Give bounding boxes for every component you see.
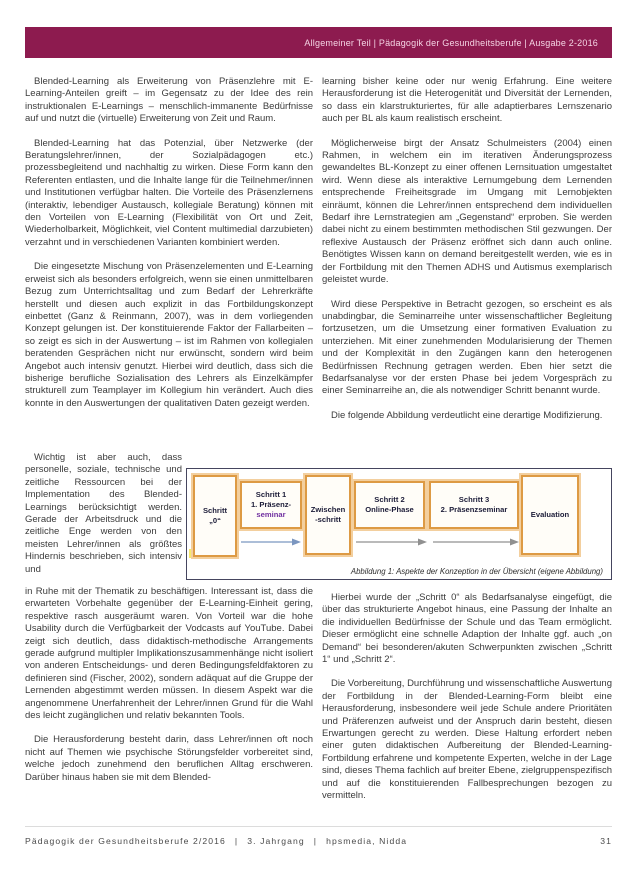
- paragraph-left-3: Die eingesetzte Mischung von Präsenzelementen und E-Learning erweist sich als besonders erfolgreich, wenn sie einen unmittelbaren Bezug zum Unterrichtsalltag und zum Bedarf der Lehrerkräfte herstellt und diesen auch explizit in das Fortbildungskonzept einbettet (Ganz & Reinmann, 2007), was in dem vorliegenden Konzept gelungen ist. Der konstituierende Faktor der Fallarbeiten – so zeigt es sich in der Auswertung – ist im Rahmen von kollegialen beratenden Gesprächen nicht nur erwünscht, sondern wird beim Angebot auch intensiv genutzt. Hierbei wird deutlich, dass sich die bisherige berufliche Sozialisation des Lehrers als Einzelkämpfer strukturell zum Teamplayer im Kollegium hin verändert. Auch dies konnte in den Auswertungen der qualitativen Daten gezeigt werden.: [25, 261, 313, 409]
- page-number: 31: [600, 836, 612, 846]
- figure-box-evaluation: [521, 475, 579, 555]
- right-column-top: [322, 76, 612, 434]
- figure-box-schritt-2: [354, 481, 425, 529]
- footer-volume: 3. Jahrgang: [247, 836, 305, 846]
- box-label-line: Evaluation: [530, 510, 570, 520]
- figure-caption: Abbildung 1: Aspekte der Konzeption in der Übersicht (eigene Abbildung): [350, 567, 603, 576]
- paragraph-right-6: Die Vorbereitung, Durchführung und wissenschaftliche Auswertung der Fortbildung in der Blended-Learning-Form bleibt eine Herausforderung, insbesondere weil jede Schule andere Prioritäten und Präferenzen aufweist und der Anspruch darin besteht, diesen Erwartungen gerecht zu werden. Diese Haltung erfordert neben einer guten didaktischen Aufbereitung der Blended-Learning-Fortbildung erfahrene und kompetente Experten, welche in der Lage sind, dieses Thema fachlich auf breiter Ebene, zielgruppenspezifisch und auf die konstituierenden Fallbesprechungen bezogen zu vermitteln.: [322, 678, 612, 802]
- figure-box-zwischenschritt: [305, 475, 351, 555]
- box-label-line: Online-Phase: [365, 505, 414, 514]
- box-label-line: Zwischen: [310, 505, 346, 515]
- box-label-line: 2. Präsenzseminar: [440, 505, 508, 514]
- flow-arrow-2-head: [418, 539, 427, 546]
- paragraph-left-4: Wichtig ist aber auch, dass personelle, soziale, technische und zeitliche Ressourcen bei der Implementation des Blended-Learnings berücksichtigt werden. Gerade der Arbeitsdruck und die zeitliche Enge werden von den meisten Lehrer/innen als größtes Hindernis beschrieben, sich intensiv und: [25, 452, 182, 575]
- left-column-top: [25, 76, 313, 422]
- left-column-bottom: [25, 586, 313, 796]
- box-label-line: „0“: [209, 516, 221, 525]
- footer-journal: Pädagogik der Gesundheitsberufe 2/2016: [25, 836, 226, 846]
- concept-figure: [186, 468, 612, 580]
- box-label-line: Schritt: [202, 506, 228, 516]
- header-bar: [25, 27, 612, 58]
- figure-box-schritt-3: [429, 481, 519, 529]
- box-label-line: 1. Präsenz-: [250, 500, 292, 510]
- footer-separator: |: [234, 836, 239, 846]
- left-column-beside-figure: [25, 452, 182, 588]
- footer: [25, 826, 612, 846]
- box-label-line: Schritt 1: [255, 490, 287, 500]
- footer-publisher: hpsmedia, Nidda: [326, 836, 408, 846]
- box-label-line: Schritt 3: [458, 495, 490, 505]
- right-column-bottom: [322, 592, 612, 815]
- figure-box-schritt-1: [240, 481, 302, 529]
- box-label-line: -schritt: [315, 515, 341, 524]
- paragraph-right-2: Möglicherweise birgt der Ansatz Schulmeisters (2004) einen Rahmen, in welchem ein im iterativen Änderungsprozess gewandeltes BL-Konzept zu einer offenen Lernsituation umgestaltet wird. Wenn diese als interaktive Lernumgebung dem Lernenden entsprechende Freiheitsgrade im Umgang mit Lernobjekten einräumt, können die Lehrer/innen entsprechend dem individuellen Bedarf ihre Lernstrategien am „Gegenstand“ erproben. Sie werden dabei nicht zu einem bestimmten methodischen Stil gezwungen. Der reflexive Austausch der Präsenz eröffnet sich dann auch online. Benötigtes Wissen kann on demand bereitgestellt werden, wie es in der Fortbildung mit den Themen ADHS und Autismus exemplarisch geleistet wurde.: [322, 137, 612, 286]
- flow-arrow-1-head: [292, 539, 301, 546]
- paragraph-left-2: Blended-Learning hat das Potenzial, über Netzwerke (der Beratungslehrer/innen, der Sozialpädagogen etc.) prozessbegleitend und nachhaltig zu wirken. Diese Form kann den Referenten entlasten, und die Inhalte lange für die Teilnehmer/innen und Institutionen verfügbar halten. Die Vorteile des Präsenzlernens (interaktiv, lebendiger Austausch, kollegiale Beratung) können mit den Vorteilen von E-Learning (Flexibilität von Ort und Zeit, Wiederholbarkeit, Möglichkeit, viel Content multimedial darzubieten) verzahnt und in verschiedenen Varianten kombiniert werden.: [25, 137, 313, 248]
- paragraph-left-1: Blended-Learning als Erweiterung von Präsenzlehre mit E-Learning-Anteilen greift – im Gegensatz zu der Idee des rein instruktionalen E-Learnings – menschlich-immanente Bedürfnisse auf und nutzt die (virtuelle) Erweiterung von Zeit und Raum.: [25, 76, 313, 125]
- header-title: Allgemeiner Teil | Pädagogik der Gesundheitsberufe | Ausgabe 2-2016: [304, 37, 598, 48]
- paragraph-right-5: Hierbei wurde der „Schritt 0“ als Bedarfsanalyse eingefügt, die über das strukturierte Angebot hinaus, eine Passung der Inhalte an die individuellen Bedürfnisse der Schule und das Team ermöglicht. Dieser ermöglicht eine schnelle Adaption der Inhalte ggf. auch „on Demand“ bei besonderen/akuten Schwerpunkten zwischen „Schritt 1“ und „Schritt 2“.: [322, 592, 612, 666]
- footer-separator: |: [313, 836, 318, 846]
- figure-box-schritt-0: [193, 475, 237, 557]
- box-label-line: Schritt 2: [374, 495, 405, 505]
- box-label-line: seminar: [256, 509, 286, 519]
- paragraph-right-4: Die folgende Abbildung verdeutlicht eine derartige Modifizierung.: [331, 409, 603, 421]
- flow-arrow-3-head: [510, 539, 519, 546]
- paragraph-left-5: Die Herausforderung besteht darin, dass Lehrer/innen oft noch nicht auf Themen wie psychische Störungsfelder vorbereitet sind, welche jedoch zunehmend den beruflichen Alltag erschweren. Darüber hinaus haben sie mit dem Blended-: [25, 734, 313, 783]
- paragraph-left-4-continued: in Ruhe mit der Thematik zu beschäftigen. Interessant ist, dass die erwarteten Vorbehalte gegenüber der E-Learning-Einheit gering, respektive rasch ausgeräumt waren. Von Vorteil war die hohe Usability durch die Verfügbarkeit der Vodcasts auf YouTube. Dabei zeigt sich deutlich, dass didaktisch-methodische Arrangements gerade aufgrund multipler Implikationszusammenhänge nicht isoliert von anderen Entscheidungs- und deren Bedingungsfeldfaktoren zu definieren sind (Fischer, 2002), sondern adäquat auf die Gruppe der Lernenden abgestimmt werden müssen. In diesem Aspekt war die angenommene Unerfahrenheit der Lehrer/innen Grund für die Wahl des leicht zugänglichen und relativ bekannten Tools.: [25, 586, 313, 722]
- paragraph-right-3: Wird diese Perspektive in Betracht gezogen, so erscheint es als unabdingbar, die Seminarreihe unter wissenschaftlicher Begleitung fortzusetzen, um die Umsetzung einer formativen Evaluation zu unterziehen. Mit einer zunehmenden Modularisierung der Themen und der Komplexität in den Zugängen kann den heterogenen Bedürfnissen Rechnung getragen werden. Eben hier setzt die Bedarfsanalyse vor der ersten Phase bei jedem Vorgespräch zu einer Seminarreihe an, die als notwendiger Schritt benannt wurde.: [322, 298, 612, 397]
- paragraph-right-1: learning bisher keine oder nur wenig Erfahrung. Eine weitere Herausforderung ist die Heterogenität und Diversität der Lernenden, so dass ein klarstrukturiertes, für alle adaptierbares Lernszenario auch per BL als kaum realistisch erscheint.: [322, 76, 612, 125]
